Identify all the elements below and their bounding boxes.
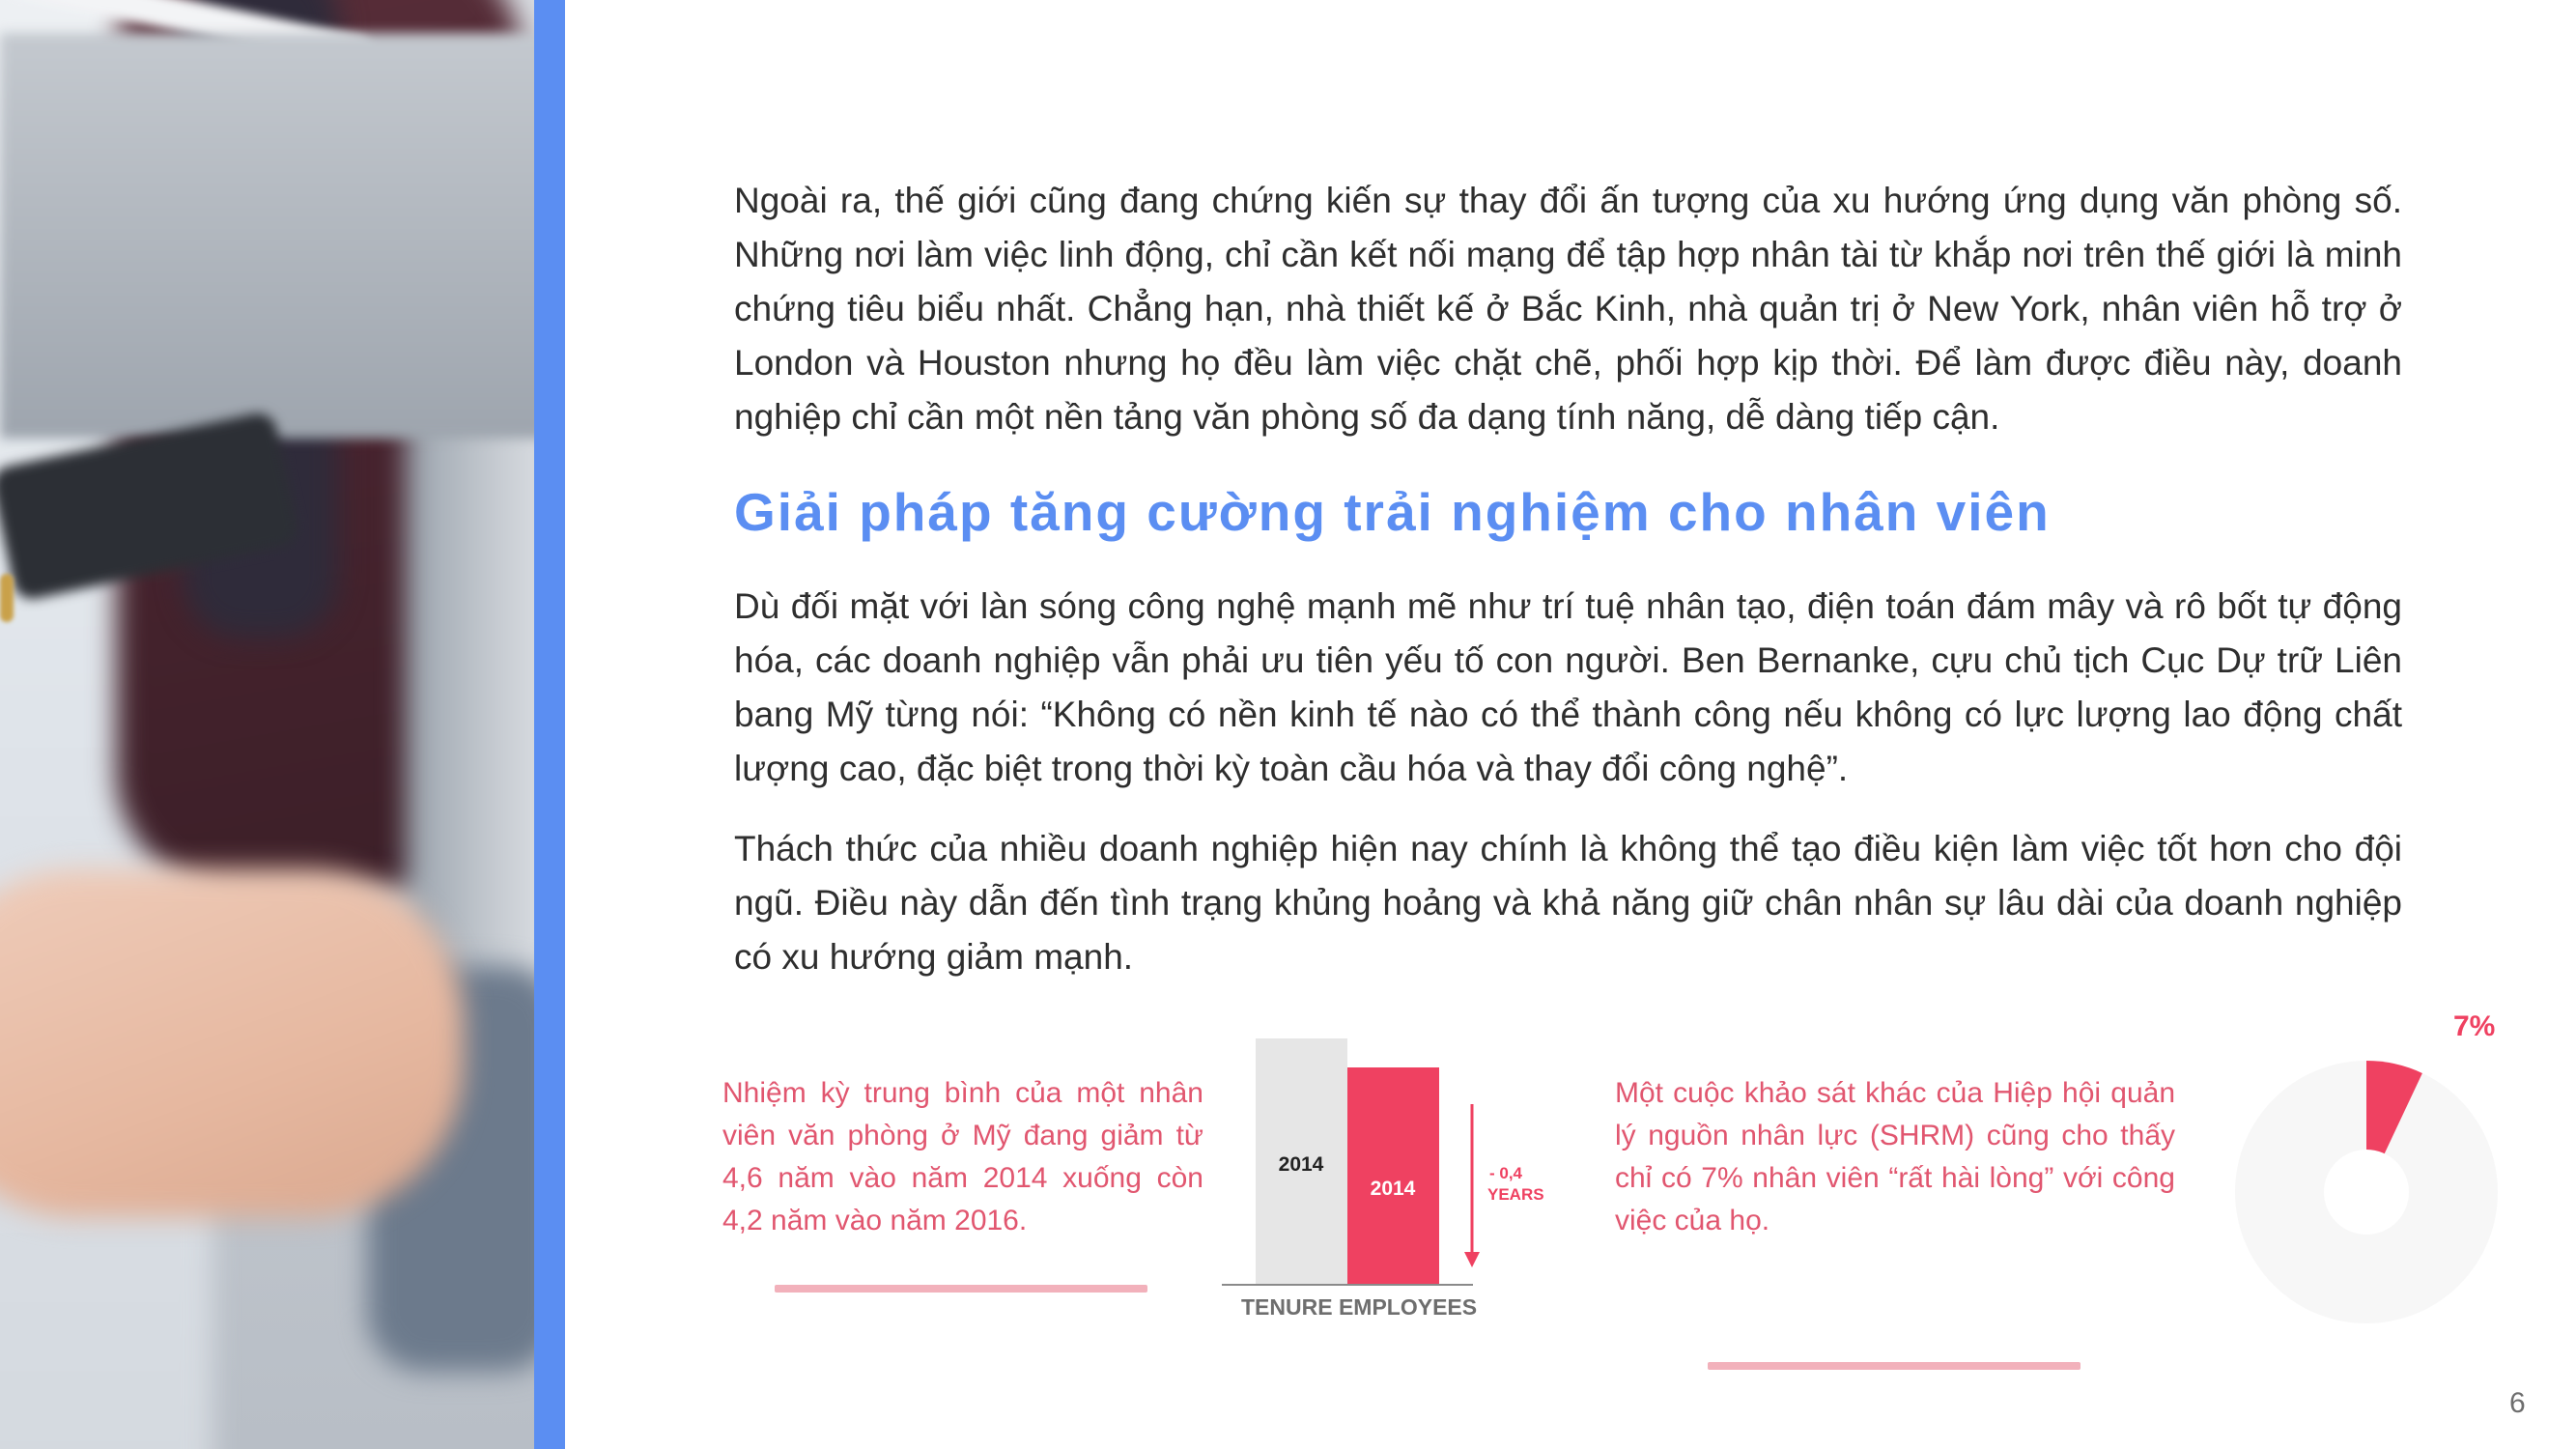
quote-paragraph: Dù đối mặt với làn sóng công nghệ mạnh mẽ như trí tuệ nhân tạo, điện toán đám mây và rô bốt tự động hóa, các doanh nghiệp vẫn phải ưu tiên yếu tố con người. Ben Bernanke, cựu chủ tịch Cục Dự trữ Liên bang Mỹ từng nói: “Không có nền kinh tế nào có thể thành công nếu không có lực lượng lao động chất lượng cao, đặc biệt trong thời kỳ toàn cầu hóa và thay đổi công nghệ”. bbox=[734, 586, 2402, 788]
bar-2014-red bbox=[1347, 1067, 1439, 1285]
tenure-bar-chart bbox=[1207, 1024, 1594, 1333]
bar-label-red: 2014 bbox=[1370, 1178, 1416, 1200]
satisfaction-donut-chart bbox=[2222, 1007, 2511, 1325]
office-photo bbox=[0, 0, 534, 1449]
decrease-unit: YEARS bbox=[1487, 1185, 1544, 1204]
tenure-stat-text: Nhiệm kỳ trung bình của một nhân viên văn phòng ở Mỹ đang giảm từ 4,6 năm vào năm 2014 xuống còn 4,2 năm vào năm 2016. bbox=[722, 1077, 1203, 1236]
decrease-arrow-head bbox=[1464, 1252, 1480, 1267]
intro-paragraph: Ngoài ra, thế giới cũng đang chứng kiến sự thay đổi ấn tượng của xu hướng ứng dụng văn phòng số. Những nơi làm việc linh động, chỉ cần kết nối mạng để tập hợp nhân tài từ khắp nơi trên thế giới là minh chứng tiêu biểu nhất. Chẳng hạn, nhà thiết kế ở Bắc Kinh, nhà quản trị ở New York, nhân viên hỗ trợ ở London và Houston nhưng họ đều làm việc chặt chẽ, phối hợp kịp thời. Để làm được điều này, doanh nghiệp chỉ cần một nền tảng văn phòng số đa dạng tính năng, dễ dàng tiếp cận. bbox=[734, 181, 2402, 437]
donut-value-label: 7% bbox=[2453, 1010, 2496, 1042]
tenure-underline bbox=[775, 1285, 1147, 1293]
decrease-value: - 0,4 bbox=[1489, 1164, 1523, 1182]
donut-hole bbox=[2324, 1150, 2409, 1235]
shrm-stat-text: Một cuộc khảo sát khác của Hiệp hội quản lý nguồn nhân lực (SHRM) cũng cho thấy chỉ có 7% nhân viên “rất hài lòng” với công việc của họ. bbox=[1615, 1077, 2175, 1236]
page-number: 6 bbox=[2509, 1387, 2526, 1419]
bar-label-grey: 2014 bbox=[1278, 1153, 1324, 1176]
challenge-paragraph: Thách thức của nhiều doanh nghiệp hiện nay chính là không thể tạo điều kiện làm việc tốt hơn cho đội ngũ. Điều này dẫn đến tình trạng khủng hoảng và khả năng giữ chân nhân sự lâu dài của doanh nghiệp có xu hướng giảm mạnh. bbox=[734, 829, 2402, 977]
shrm-underline bbox=[1708, 1362, 2081, 1370]
accent-bar bbox=[534, 0, 565, 1449]
chart-x-label: TENURE EMPLOYEES bbox=[1241, 1294, 1478, 1320]
section-heading: Giải pháp tăng cường trải nghiệm cho nhân viên bbox=[734, 482, 2051, 542]
